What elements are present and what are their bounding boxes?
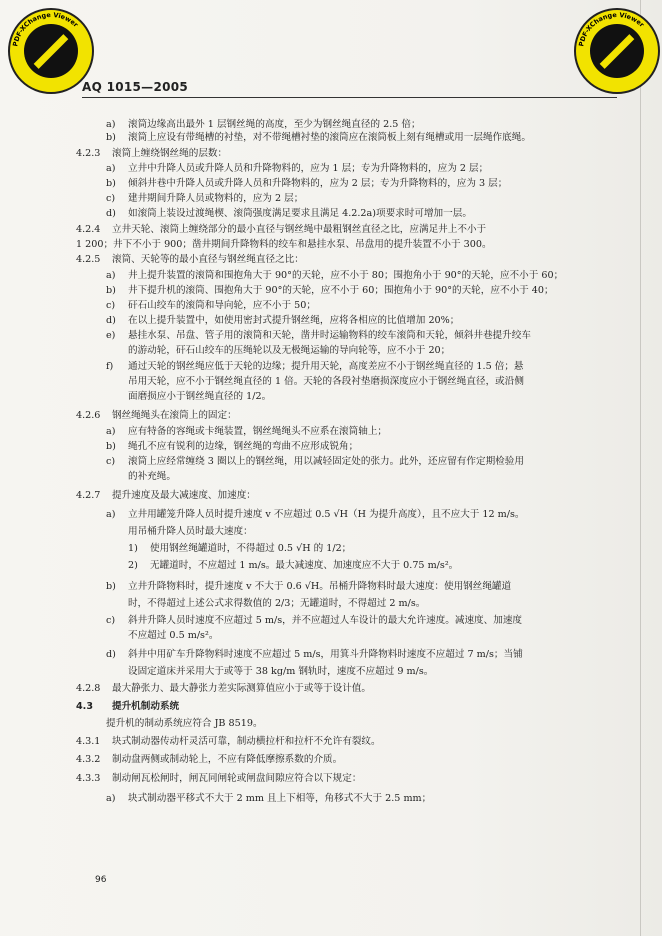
clause-text: 滚筒边缘高出最外 1 层钢丝绳的高度，至少为钢丝绳直径的 2.5 倍； xyxy=(128,119,421,130)
clause-number: a) xyxy=(106,163,116,174)
clause-number: a) xyxy=(106,509,116,520)
clause-text: 最大静张力、最大静张力差实际测算值应小于或等于设计值。 xyxy=(112,683,372,694)
clause-text: 提升机制动系统 xyxy=(112,701,180,712)
clause-number: b) xyxy=(106,178,116,189)
badge-ring-text xyxy=(10,10,92,92)
clause-text: 无罐道时，不应超过 1 m/s。最大减速度、加速度应不大于 0.75 m/s²。 xyxy=(150,560,459,571)
clause-number: 4.2.6 xyxy=(76,410,101,421)
clause-text: 立井用罐笼升降人员时提升速度 v 不应超过 0.5 √H（H 为提升高度），且不应大于 12 m/s。 xyxy=(128,509,525,520)
clause-number: c) xyxy=(106,456,116,467)
clause-text: 应有特备的容绳或卡绳装置，钢丝绳绳头不应系在滚筒轴上； xyxy=(128,426,388,437)
clause-text: 的补充绳。 xyxy=(128,471,176,482)
clause-number: 4.3 xyxy=(76,701,93,712)
clause-text: 立井中升降人员或升降人员和升降物料的，应为 1 层；专为升降物料的，应为 2 层； xyxy=(128,163,489,174)
clause-number: b) xyxy=(106,441,116,452)
clause-number: b) xyxy=(106,285,116,296)
clause-number: 4.2.5 xyxy=(76,254,101,265)
clause-text: 矸石山绞车的滚筒和导向轮，应不小于 50； xyxy=(128,300,316,311)
clause-text: 提升机的制动系统应符合 JB 8519。 xyxy=(106,718,263,729)
clause-text: 立井升降物料时，提升速度 v 不大于 0.6 √H。吊桶升降物料时最大速度：使用钢丝绳罐道 xyxy=(128,581,512,592)
clause-text: 用吊桶升降人员时最大速度： xyxy=(128,526,253,537)
clause-text: 滚筒上应经常缠绕 3 圈以上的钢丝绳，用以减轻固定处的张力。此外，还应留有作定期检验用 xyxy=(128,456,524,467)
clause-text: 不应超过 0.5 m/s²。 xyxy=(128,630,219,641)
clause-text: 井下提升机的滚筒、围抱角大于 90°的天轮，应不小于 60；围抱角小于 90°的天轮，应不小于 40； xyxy=(128,285,554,296)
clause-number: 4.2.7 xyxy=(76,490,101,501)
clause-text: 吊用天轮，应不小于钢丝绳直径的 1 倍。天轮的各段衬垫磨损深度应小于钢丝绳直径，或沿侧 xyxy=(128,376,524,387)
clause-text: 的游动轮，矸石山绞车的压绳轮以及无极绳运输的导向轮等，应不小于 20； xyxy=(128,345,451,356)
clause-text: 通过天轮的钢丝绳应低于天轮的边缘；提升用天轮，高度差应不小于钢丝绳直径的 1.5 倍；悬 xyxy=(128,361,524,372)
clause-number: c) xyxy=(106,615,116,626)
clause-number: 4.3.3 xyxy=(76,773,101,784)
watermark-badge-right[interactable] xyxy=(574,8,660,94)
clause-number: a) xyxy=(106,793,116,804)
clause-text: 滚筒、天轮等的最小直径与钢丝绳直径之比： xyxy=(112,254,304,265)
clause-text: 块式制动器传动杆灵活可靠，制动横拉杆和拉杆不允许有裂纹。 xyxy=(112,736,381,747)
clause-text: 时，不得超过上述公式求得数值的 2/3；无罐道时，不得超过 2 m/s。 xyxy=(128,598,426,609)
svg-text:PDF-XChange Viewer: PDF-XChange Viewer xyxy=(577,10,646,48)
clause-number: d) xyxy=(106,649,116,660)
clause-number: 4.2.4 xyxy=(76,224,101,235)
clause-text: 1 200；井下不小于 900；凿井期间升降物料的绞车和悬挂水泵、吊盘用的提升装置不小于 300。 xyxy=(76,239,492,250)
clause-number: d) xyxy=(106,315,116,326)
clause-number: a) xyxy=(106,119,116,130)
clause-text: 制动盘两侧或制动轮上，不应有降低摩擦系数的介质。 xyxy=(112,754,343,765)
clause-text: 井上提升装置的滚筒和围抱角大于 90°的天轮，应不小于 80；围抱角小于 90°的天轮，应不小于 60； xyxy=(128,270,564,281)
clause-text: 面磨损应小于钢丝绳直径的 1/2。 xyxy=(128,391,272,402)
clause-number: f) xyxy=(106,361,114,372)
clause-text: 绳孔不应有锐利的边缘，钢丝绳的弯曲不应形成锐角； xyxy=(128,441,359,452)
clause-number: c) xyxy=(106,193,116,204)
clause-number: 4.3.2 xyxy=(76,754,101,765)
clause-text: 使用钢丝绳罐道时，不得超过 0.5 √H 的 1/2； xyxy=(150,543,352,554)
clause-text: 悬挂水泵、吊盘、管子用的滚筒和天轮，凿井时运输物料的绞车滚筒和天轮，倾斜井巷提升绞车 xyxy=(128,330,531,341)
clause-text: 建井期间升降人员或物料的，应为 2 层； xyxy=(128,193,304,204)
header-rule xyxy=(82,97,617,98)
clause-number: 4.2.3 xyxy=(76,148,101,159)
clause-text: 立井天轮、滚筒上缠绕部分的最小直径与钢丝绳中最粗钢丝直径之比，应满足井上不小于 xyxy=(112,224,487,235)
clause-text: 提升速度及最大减速度、加速度： xyxy=(112,490,256,501)
clause-text: 制动闸瓦松闸时，闸瓦同闸轮或闸盘间隙应符合以下规定： xyxy=(112,773,362,784)
clause-text: 钢丝绳绳头在滚筒上的固定： xyxy=(112,410,237,421)
clause-text: 斜井中用矿车升降物料时速度不应超过 5 m/s，用箕斗升降物料时速度不应超过 7 m/s；当铺 xyxy=(128,649,523,660)
page-number: 96 xyxy=(95,875,107,885)
clause-number: a) xyxy=(106,426,116,437)
clause-number: d) xyxy=(106,208,116,219)
standard-code: AQ 1015—2005 xyxy=(82,80,189,94)
clause-text: 倾斜井巷中升降人员或升降人员和升降物料的，应为 2 层；专为升降物料的，应为 3 层； xyxy=(128,178,508,189)
badge-ring-text xyxy=(576,10,658,92)
clause-text: 滚筒上应设有带绳槽的衬垫，对不带绳槽衬垫的滚筒应在滚筒板上刻有绳槽或用一层绳作底绳。 xyxy=(128,132,531,143)
svg-text:PDF-XChange Viewer: PDF-XChange Viewer xyxy=(11,10,80,48)
clause-number: 2) xyxy=(128,560,138,571)
clause-number: e) xyxy=(106,330,116,341)
clause-text: 如滚筒上装设过渡绳楔、滚筒强度满足要求且满足 4.2.2a)项要求时可增加一层。 xyxy=(128,208,472,219)
clause-text: 设固定道床并采用大于或等于 38 kg/m 钢轨时，速度不应超过 9 m/s。 xyxy=(128,666,434,677)
clause-text: 滚筒上缠绕钢丝绳的层数： xyxy=(112,148,228,159)
clause-number: a) xyxy=(106,270,116,281)
clause-text: 斜井升降人员时速度不应超过 5 m/s，并不应超过人车设计的最大允许速度。减速度、加速度 xyxy=(128,615,523,626)
clause-number: b) xyxy=(106,132,116,143)
clause-number: b) xyxy=(106,581,116,592)
clause-number: 4.3.1 xyxy=(76,736,101,747)
clause-number: 4.2.8 xyxy=(76,683,101,694)
clause-number: c) xyxy=(106,300,116,311)
clause-text: 在以上提升装置中，如使用密封式提升钢丝绳，应将各相应的比值增加 20%； xyxy=(128,315,460,326)
clause-number: 1) xyxy=(128,543,138,554)
clause-text: 块式制动器平移式不大于 2 mm 且上下相等，角移式不大于 2.5 mm； xyxy=(128,793,432,804)
page-edge xyxy=(640,0,641,936)
